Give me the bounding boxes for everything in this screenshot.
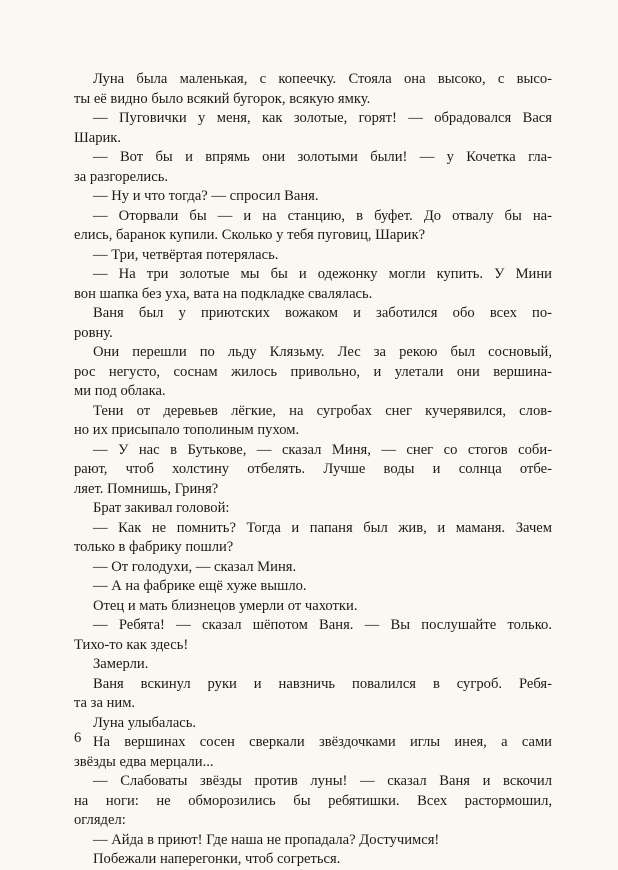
text-line: ми под облака. (74, 383, 166, 399)
paragraph (74, 831, 552, 851)
text-line: рос негусто, соснам жилось привольно, и улетали они вершина- (74, 363, 552, 380)
text-line: — Оторвали бы — и на станцию, в буфет. До отвалу бы на- (93, 207, 552, 224)
text-line: — Как не помнить? Тогда и папаня был жив, и маманя. Зачем (93, 519, 552, 536)
paragraph (74, 850, 552, 870)
text-line: на ноги: не обморозились бы ребятишки. Всех растормошил, (74, 792, 552, 809)
paragraph (74, 714, 552, 734)
text-line: Ваня вскинул руки и навзничь повалился в сугроб. Ребя- (93, 675, 552, 692)
text-line: Отец и мать близнецов умерли от чахотки. (93, 597, 358, 614)
text-line: — От голодухи, — сказал Миня. (93, 558, 297, 575)
paragraph (74, 558, 552, 578)
paragraph (74, 772, 552, 831)
text-line: ляет. Помнишь, Гриня? (74, 480, 219, 497)
paragraph (74, 499, 552, 519)
paragraph (74, 207, 552, 246)
text-line: Шарик. (74, 129, 122, 146)
page-number: 6 (74, 730, 82, 746)
paragraph (74, 148, 552, 187)
text-line: — На три золотые мы бы и одежонку могли купить. У Мини (93, 266, 552, 282)
paragraph (74, 402, 552, 441)
text-line: только в фабрику пошли? (74, 539, 234, 555)
text-line: ты её видно было всякий бугорок, всякую ямку. (74, 90, 371, 107)
paragraph (74, 733, 552, 772)
paragraph (74, 675, 552, 714)
paragraph (74, 616, 552, 655)
text-line: Луна была маленькая, с копеечку. Стояла она высоко, с высо- (93, 71, 552, 87)
paragraph (74, 246, 552, 266)
text-line: Брат закивал головой: (93, 500, 230, 516)
text-line: та за ним. (74, 695, 136, 711)
paragraph (74, 187, 552, 207)
text-line: — Вот бы и впрямь они золотыми были! — у Кочетка гла- (93, 149, 552, 165)
text-line: елись, баранок купили. Сколько у тебя пуговиц, Шарик? (74, 227, 426, 243)
paragraph (74, 304, 552, 343)
text-line: Побежали наперегонки, чтоб согреться. (93, 851, 341, 867)
text-line: — А на фабрике ещё хуже вышло. (93, 578, 307, 594)
text-line: Ваня был у приютских вожаком и заботился обо всех по- (93, 305, 552, 321)
text-line: за разгорелись. (74, 168, 168, 185)
text-line: — У нас в Бутькове, — сказал Миня, — снег со стогов соби- (93, 441, 552, 458)
text-line: Тени от деревьев лёгкие, на сугробах снег кучерявился, слов- (93, 402, 552, 419)
text-line: — Три, четвёртая потерялась. (93, 246, 279, 263)
text-line: вон шапка без уха, вата на подкладке свалялась. (74, 285, 373, 302)
text-line: ровну. (74, 324, 113, 341)
text-line: — Айда в приют! Где наша не пропадала? Достучимся! (93, 831, 440, 848)
text-line: оглядел: (74, 812, 126, 828)
text-line: — Ну и что тогда? — спросил Ваня. (93, 188, 319, 204)
paragraph (74, 597, 552, 617)
paragraph (74, 655, 552, 675)
text-line: Они перешли по льду Клязьму. Лес за рекою был сосновый, (93, 344, 552, 360)
text-line: — Слабоваты звёзды против луны! — сказал Ваня и вскочил (93, 773, 552, 789)
text-line: — Пуговички у меня, как золотые, горят! — обрадовался Вася (93, 110, 552, 126)
text-line: рают, чтоб холстину отбелять. Лучше воды и солнца отбе- (74, 461, 552, 477)
text-line: Замерли. (93, 656, 149, 672)
body-text (74, 70, 552, 870)
text-line: — Ребята! — сказал шёпотом Ваня. — Вы послушайте только. (93, 617, 552, 633)
text-line: Тихо-то как здесь! (74, 636, 189, 653)
text-line: звёзды едва мерцали... (74, 753, 214, 770)
paragraph (74, 441, 552, 500)
paragraph (74, 109, 552, 148)
paragraph (74, 577, 552, 597)
paragraph (74, 265, 552, 304)
paragraph (74, 343, 552, 402)
text-line: Луна улыбалась. (93, 714, 197, 731)
paragraph (74, 70, 552, 109)
text-line: На вершинах сосен сверкали звёздочками иглы инея, а сами (93, 734, 552, 750)
text-line: но их присыпало тополиным пухом. (74, 422, 300, 438)
paragraph (74, 519, 552, 558)
